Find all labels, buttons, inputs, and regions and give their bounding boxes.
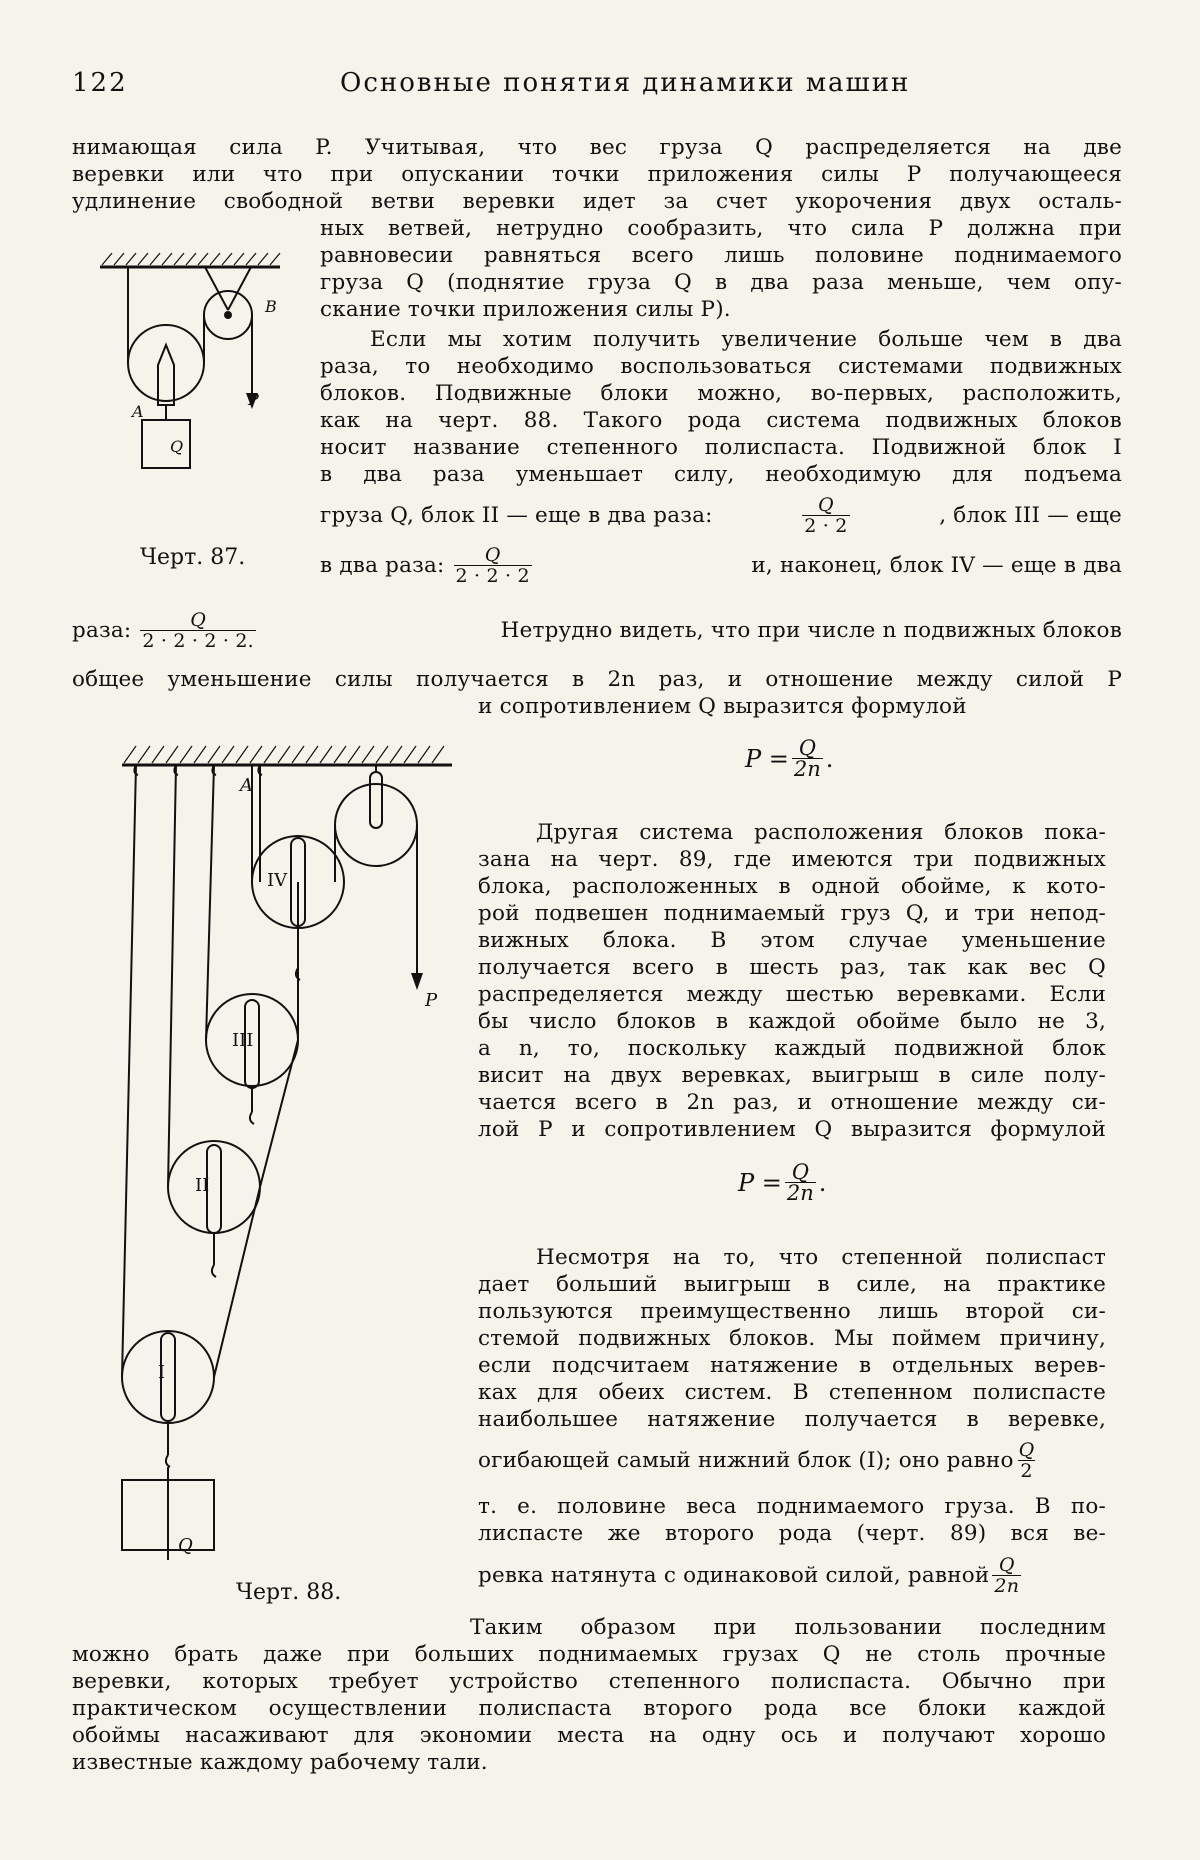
text-line: дает больший выигрыш в силе, на практике [478,1272,1106,1297]
text-line: удлинение свободной ветви веревки идет за счет укорочения двух осталь- [72,189,1122,214]
text-line: нимающая сила P. Учитывая, что вес груза Q распределяется на две [72,135,1122,160]
label-P: P [248,390,259,409]
fraction-den: 2 · 2 [804,515,848,537]
text-line: лой P и сопротивлением Q выразится формулой [478,1117,1106,1142]
text-line: практическом осуществлении полиспаста второго рода все блоки каждой [72,1696,1106,1721]
text-line: зана на черт. 89, где имеются три подвижных [478,847,1106,872]
formula-2 [738,1162,826,1203]
figure-87-caption: Черт. 87. [140,545,246,570]
label-Q: Q [178,1535,193,1556]
formula-end: . [825,744,834,773]
text-line: обоймы насаживают для экономии места на одну ось и получают хорошо [72,1723,1106,1748]
text-segment: огибающей самый нижний блок (I); оно равно [478,1447,1014,1473]
formula-lhs: P = [738,1168,782,1197]
text-line-with-fraction [320,495,1122,536]
fraction [454,545,532,586]
text-line: в два раза уменьшает силу, необходимую для подъема [320,462,1122,487]
text-line: рой подвешен поднимаемый груз Q, и три непод- [478,901,1106,926]
label-B: B [265,297,277,316]
text-line: блоков. Подвижные блоки можно, во-первых, расположить, [320,381,1122,406]
label-A: A [240,775,253,796]
text-line: распределяется между шестью веревками. Если [478,982,1106,1007]
text-line: блока, расположенных в одной обойме, к кото- [478,874,1106,899]
fraction-num: Q [798,736,816,760]
fraction [992,1555,1021,1596]
fraction-num: Q [484,544,501,566]
fraction [785,1162,816,1203]
fraction-num: Q [818,494,834,516]
text-line: ных ветвей, нетрудно сообразить, что сила P должна при [320,216,1122,241]
label-P: P [425,990,438,1011]
fraction-den: 2n [793,757,821,781]
text-line: груза Q (поднятие груза Q в два раза меньше, чем опу- [320,270,1122,295]
fraction-num: Q [1018,1439,1035,1461]
fraction-den: 2n [786,1181,814,1205]
label-I: I [158,1362,166,1383]
fraction-den: 2 · 2 · 2 [455,565,530,587]
text-line: как на черт. 88. Такого рода система подвижных блоков [320,408,1122,433]
fraction-num: Q [998,1554,1015,1576]
label-II: II [195,1175,210,1196]
figure-88-caption: Черт. 88. [236,1580,342,1605]
figure-87-drawing [80,225,290,530]
text-line-with-fraction [478,1440,1106,1481]
text-line: ках для обеих систем. В степенном полиспасте [478,1380,1106,1405]
text-segment: в два раза: [320,552,445,578]
page-number: 122 [72,68,128,98]
text-segment: Нетрудно видеть, что при числе n подвижных блоков [500,617,1122,643]
text-line: т. е. половине веса поднимаемого груза. В по- [478,1494,1106,1519]
fraction-num: Q [791,1160,809,1184]
text-line: носит название степенного полиспаста. Подвижной блок I [320,435,1122,460]
running-title: Основные понятия динамики машин [340,68,911,98]
fraction [792,738,823,779]
text-line: вижных блока. В этом случае уменьшение [478,928,1106,953]
text-line-with-fraction [72,610,1122,651]
text-line: а n, то, поскольку каждый подвижной блок [478,1036,1106,1061]
label-IV: IV [267,870,288,891]
text-line-with-fraction [320,545,1122,586]
text-line: веревки, которых требует устройство степенного полиспаста. Обычно при [72,1669,1106,1694]
text-line: известные каждому рабочему тали. [72,1750,488,1775]
text-line: пользуются преимущественно лишь второй си- [478,1299,1106,1324]
fraction [802,495,849,536]
fraction-den: 2n [994,1575,1020,1597]
text-line: можно брать даже при больших поднимаемых грузах Q не столь прочные [72,1642,1106,1667]
figure-88-drawing [92,720,462,1560]
text-line: Таким образом при пользовании последним [470,1615,1106,1640]
formula-lhs: P = [745,744,789,773]
label-A: A [132,402,144,421]
fraction-den: 2 [1020,1460,1033,1482]
text-segment: раза: [72,617,132,643]
fraction [1017,1440,1037,1481]
text-line: лиспасте же второго рода (черт. 89) вся ве- [478,1521,1106,1546]
fraction [140,610,256,651]
text-line-with-fraction [478,1555,1106,1596]
text-line: общее уменьшение силы получается в 2n раз, и отношение между силой P [72,667,1122,692]
text-segment: , блок III — еще [939,502,1122,528]
text-line: Другая система расположения блоков пока- [536,820,1106,845]
text-line: и сопротивлением Q выразится формулой [478,694,967,719]
text-line: бы число блоков в каждой обойме было не 3, [478,1009,1106,1034]
text-line: Несмотря на то, что степенной полиспаст [536,1245,1106,1270]
fraction-num: Q [190,609,207,631]
text-line: висит на двух веревках, выигрыш в силе полу- [478,1063,1106,1088]
label-III: III [232,1030,254,1051]
text-line: веревки или что при опускании точки приложения силы P получающееся [72,162,1122,187]
text-line: стемой подвижных блоков. Мы поймем причину, [478,1326,1106,1351]
fraction-den: 2 · 2 · 2 · 2. [142,630,254,652]
label-Q: Q [170,437,184,456]
formula-1 [745,738,833,779]
text-line: получается всего в шесть раз, так как вес Q [478,955,1106,980]
text-line: раза, то необходимо воспользоваться системами подвижных [320,354,1122,379]
formula-end: . [818,1168,827,1197]
text-line: если подсчитаем натяжение в отдельных верев- [478,1353,1106,1378]
text-line: скание точки приложения силы P). [320,297,731,322]
text-line: чается всего в 2n раз, и отношение между си- [478,1090,1106,1115]
text-segment: ревка натянута с одинаковой силой, равной [478,1562,990,1588]
text-line: Если мы хотим получить увеличение больше чем в два [370,327,1122,352]
text-line: наибольшее натяжение получается в веревке, [478,1407,1106,1432]
text-segment: и, наконец, блок IV — еще в два [751,552,1122,578]
text-segment: груза Q, блок II — еще в два раза: [320,502,713,528]
text-line: равновесии равняться всего лишь половине поднимаемого [320,243,1122,268]
